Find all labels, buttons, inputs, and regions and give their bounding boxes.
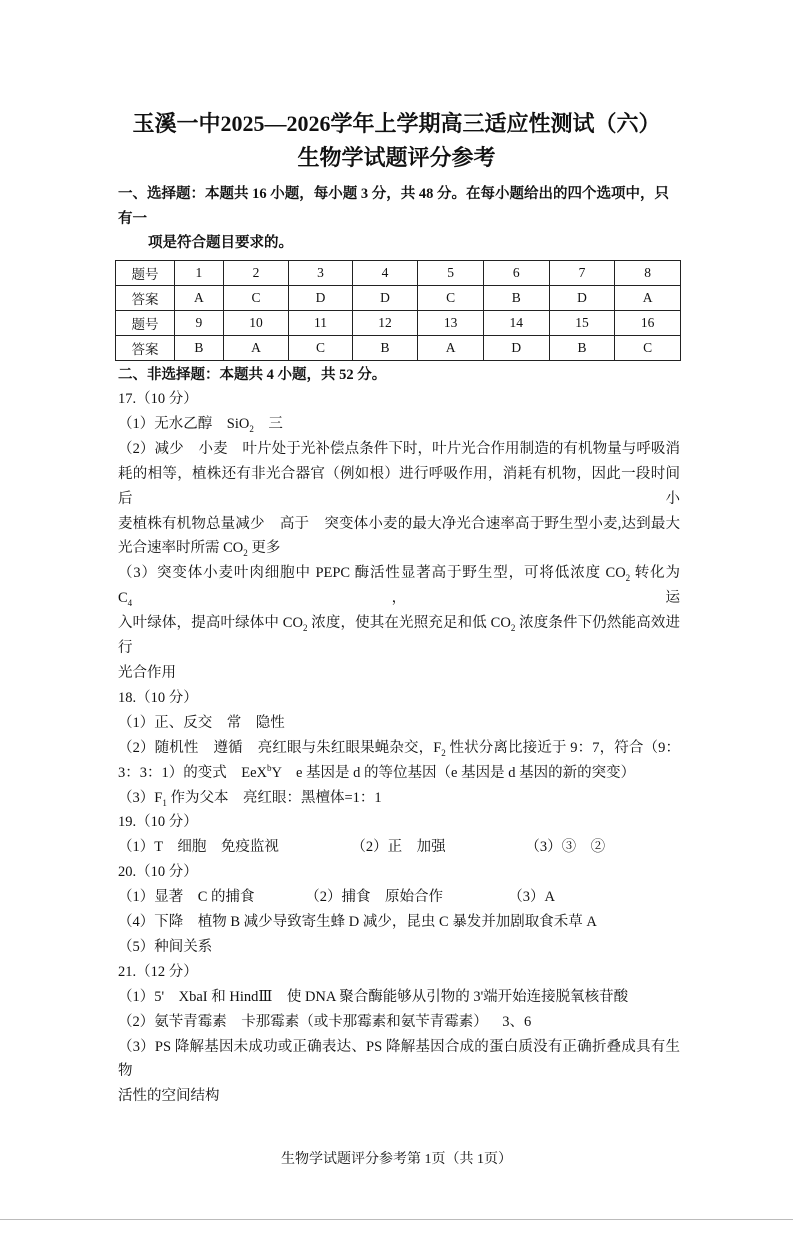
subscript: 2 <box>302 623 308 634</box>
answer-line <box>118 761 680 786</box>
answer-line <box>118 661 680 686</box>
page-bottom-rule <box>0 1219 793 1220</box>
text-run: 18.（10 分） <box>118 689 198 706</box>
answer-cell: 11 <box>289 310 352 335</box>
row-header-cell: 题号 <box>116 310 175 335</box>
text-run: （2）减少 小麦 叶片处于光补偿点条件下时，叶片光合作用制造的有机物量与呼吸消 <box>118 440 680 457</box>
answer-cell: A <box>615 285 681 310</box>
table-row <box>116 260 681 285</box>
answer-line <box>118 611 680 661</box>
answer-cell: 3 <box>289 260 352 285</box>
answer-line <box>118 387 680 412</box>
answer-line <box>118 561 684 611</box>
answer-line <box>118 835 680 860</box>
answer-cell: D <box>289 285 352 310</box>
text-run: 耗的相等，植株还有非光合器官（例如根）进行呼吸作用，消耗有机物，因此一段时间后小 <box>118 465 680 507</box>
answer-cell: 13 <box>418 310 484 335</box>
section-2-heading: 二、非选择题：本题共 4 小题，共 52 分。 <box>118 366 387 383</box>
answer-cell: B <box>175 335 224 360</box>
answer-line <box>118 860 680 885</box>
answer-cell: D <box>549 285 615 310</box>
answer-cell: C <box>289 335 352 360</box>
answer-body <box>118 387 684 1109</box>
text-run: （1）显著 C 的捕食 （2）捕食 原始合作 （3）A <box>118 889 556 906</box>
superscript: b <box>267 762 272 773</box>
row-header-cell: 答案 <box>116 285 175 310</box>
text-run: 作为父本 亮红眼：黑檀体=1：1 <box>166 789 382 806</box>
text-run: （1）无水乙醇 SiO <box>118 415 250 432</box>
text-run: 3：3：1）的变式 EeX <box>118 764 268 781</box>
answer-line <box>118 910 680 935</box>
answer-cell: 10 <box>223 310 289 335</box>
answer-cell: D <box>483 335 549 360</box>
text-run: 浓度，使其在光照充足和低 CO <box>307 615 511 632</box>
answer-line <box>118 437 680 462</box>
answer-cell: 14 <box>483 310 549 335</box>
text-run: 活性的空间结构 <box>118 1088 220 1105</box>
subscript: 2 <box>510 623 516 634</box>
subscript: 2 <box>441 747 446 758</box>
answer-line <box>118 462 680 512</box>
row-header-cell: 题号 <box>116 260 175 285</box>
answer-cell: A <box>418 335 484 360</box>
text-run: 20.（10 分） <box>118 864 198 881</box>
answer-cell: 15 <box>549 310 615 335</box>
text-run: 麦植株有机物总量减少 高于 突变体小麦的最大净光合速率高于野生型小麦,达到最大 <box>118 515 680 532</box>
answer-line <box>118 1084 680 1109</box>
answer-cell: C <box>615 335 681 360</box>
text-run: 入叶绿体，提高叶绿体中 CO <box>118 615 303 632</box>
answer-cell: C <box>223 285 289 310</box>
table-row <box>116 285 681 310</box>
answer-cell: C <box>418 285 484 310</box>
text-run: （4）下降 植物 B 减少导致寄生蜂 D 减少，昆虫 C 暴发并加剧取食禾草 A <box>118 914 597 931</box>
answer-line <box>118 1035 680 1085</box>
answer-line <box>118 960 680 985</box>
text-run: 21.（12 分） <box>118 963 198 980</box>
answer-table <box>115 260 681 361</box>
text-run: 19.（10 分） <box>118 814 198 831</box>
answer-cell: 8 <box>615 260 681 285</box>
text-run: Y e 基因是 d 的等位基因（e 基因是 d 基因的新的突变） <box>271 764 636 781</box>
answer-cell: 1 <box>175 260 224 285</box>
answer-cell: 16 <box>615 310 681 335</box>
answer-line <box>118 985 680 1010</box>
text-run: （3）突变体小麦叶肉细胞中 PEPC 酶活性显著高于野生型，可将低浓度 CO <box>118 565 626 582</box>
table-row <box>116 335 681 360</box>
text-run: 转化为 C <box>118 565 684 607</box>
answer-line <box>118 810 680 835</box>
page-footer: 生物学试题评分参考第 1页（共 1页） <box>281 1152 512 1168</box>
text-run: 更多 <box>247 540 281 557</box>
answer-cell: 5 <box>418 260 484 285</box>
text-run: 性状分离比接近于 9：7，符合（9： <box>445 739 681 756</box>
document-title: 玉溪一中2025—2026学年上学期高三适应性测试（六） <box>132 111 661 136</box>
subscript: 1 <box>162 797 167 808</box>
text-run: 浓度条件下仍然能高效进行 <box>118 615 680 657</box>
answer-cell: B <box>549 335 615 360</box>
text-run: ，运 <box>132 590 680 607</box>
text-run: （2）随机性 遵循 亮红眼与朱红眼果蝇杂交，F <box>118 739 442 756</box>
subscript: 2 <box>243 548 248 559</box>
answer-cell: A <box>175 285 224 310</box>
section-1-line-1: 一、选择题：本题共 16 小题，每小题 3 分，共 48 分。在每小题给出的四个选项中，只有一 <box>118 186 669 227</box>
text-run: （2）氨苄青霉素 卡那霉素（或卡那霉素和氨苄青霉素） 3、6 <box>118 1013 532 1030</box>
subscript: 4 <box>127 598 133 609</box>
text-run: 光合作用 <box>118 664 176 681</box>
document-subtitle: 生物学试题评分参考 <box>297 145 496 170</box>
text-run: （5）种间关系 <box>118 938 213 955</box>
answer-line <box>118 536 680 561</box>
answer-cell: 6 <box>483 260 549 285</box>
text-run: （3）PS 降解基因未成功或正确表达、PS 降解基因合成的蛋白质没有正确折叠成具有生物 <box>118 1038 680 1080</box>
answer-cell: B <box>352 335 418 360</box>
section-1-heading <box>118 182 680 256</box>
table-row <box>116 310 681 335</box>
answer-cell: A <box>223 335 289 360</box>
row-header-cell: 答案 <box>116 335 175 360</box>
answer-line <box>118 686 680 711</box>
answer-line <box>118 1010 680 1035</box>
text-run: （1）5' XbaI 和 HindⅢ 使 DNA 聚合酶能够从引物的 3'端开始连接脱氧核苷酸 <box>118 988 629 1005</box>
text-run: （1）正、反交 常 隐性 <box>118 714 285 731</box>
subscript: 2 <box>625 573 631 584</box>
answer-line <box>118 786 680 811</box>
answer-cell: 7 <box>549 260 615 285</box>
answer-cell: 9 <box>175 310 224 335</box>
section-1-line-2: 项是符合题目要求的。 <box>148 235 293 251</box>
text-run: 光合速率时所需 CO <box>118 540 244 557</box>
text-run: 三 <box>253 415 283 432</box>
answer-cell: 2 <box>223 260 289 285</box>
answer-line <box>118 412 680 437</box>
text-run: （1）T 细胞 免疫监视 （2）正 加强 （3）③ ② <box>118 839 606 856</box>
answer-cell: 4 <box>352 260 418 285</box>
answer-line <box>118 711 680 736</box>
subscript: 2 <box>249 423 254 434</box>
text-run: 17.（10 分） <box>118 391 198 407</box>
answer-cell: 12 <box>352 310 418 335</box>
answer-line <box>118 935 680 960</box>
text-run: （3）F <box>118 789 163 806</box>
answer-line <box>118 736 680 761</box>
answer-cell: B <box>483 285 549 310</box>
answer-line <box>118 885 680 910</box>
answer-line <box>118 512 680 537</box>
answer-cell: D <box>352 285 418 310</box>
